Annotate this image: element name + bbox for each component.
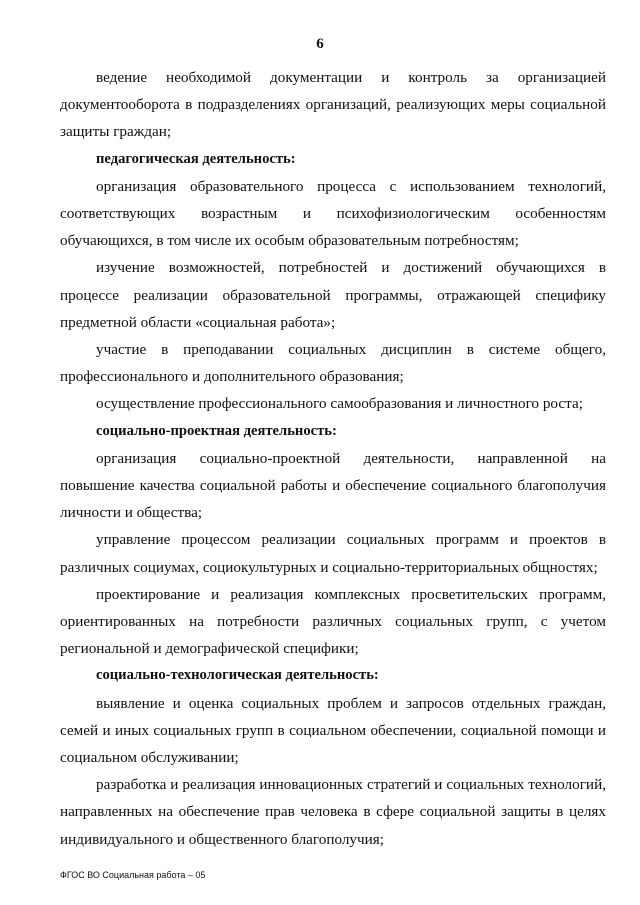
- paragraph: выявление и оценка социальных проблем и запросов отдельных граждан, семей и иных социальных групп в социальном обеспечении, социальной помощи и социальном обслуживании;: [60, 694, 606, 767]
- paragraph: организация образовательного процесса с использованием технологий, соответствующих возрастным и психофизиологическим особенностям обучающихся, в том числе их особым образовательным потребностям;: [60, 177, 606, 250]
- paragraph: управление процессом реализации социальных программ и проектов в различных социумах, социокультурных и социально-территориальных общностях;: [60, 531, 606, 576]
- paragraph: участие в преподавании социальных дисциплин в системе общего, профессионального и дополнительного образования;: [60, 341, 606, 386]
- page-footer: ФГОС ВО Социальная работа – 05: [60, 870, 206, 880]
- paragraph: ведение необходимой документации и контроль за организацией документооборота в подразделениях организаций, реализующих меры социальной защиты граждан;: [60, 69, 606, 141]
- paragraph: изучение возможностей, потребностей и достижений обучающихся в процессе реализации образовательной программы, отражающей специфику предметной области «социальная работа»;: [60, 259, 606, 331]
- section-heading-pedagogical: педагогическая деятельность:: [96, 150, 296, 167]
- section-heading-social-project: социально-проектная деятельность:: [96, 422, 337, 439]
- paragraph: осуществление профессионального самообразования и личностного роста;: [96, 395, 583, 413]
- paragraph: организация социально-проектной деятельности, направленной на повышение качества социальной работы и обеспечение социального благополучия личности и общества;: [60, 449, 606, 522]
- paragraph: проектирование и реализация комплексных просветительских программ, ориентированных на потребности различных социальных групп, с учетом региональной и демографической специфики;: [60, 585, 606, 658]
- page-number: 6: [316, 36, 324, 52]
- document-body: [60, 64, 606, 853]
- paragraph: разработка и реализация инновационных стратегий и социальных технологий, направленных на обеспечение прав человека в сфере социальной защиты в целях индивидуального и общественного благополучия;: [60, 776, 606, 848]
- section-heading-social-technological: социально-технологическая деятельность:: [96, 667, 379, 684]
